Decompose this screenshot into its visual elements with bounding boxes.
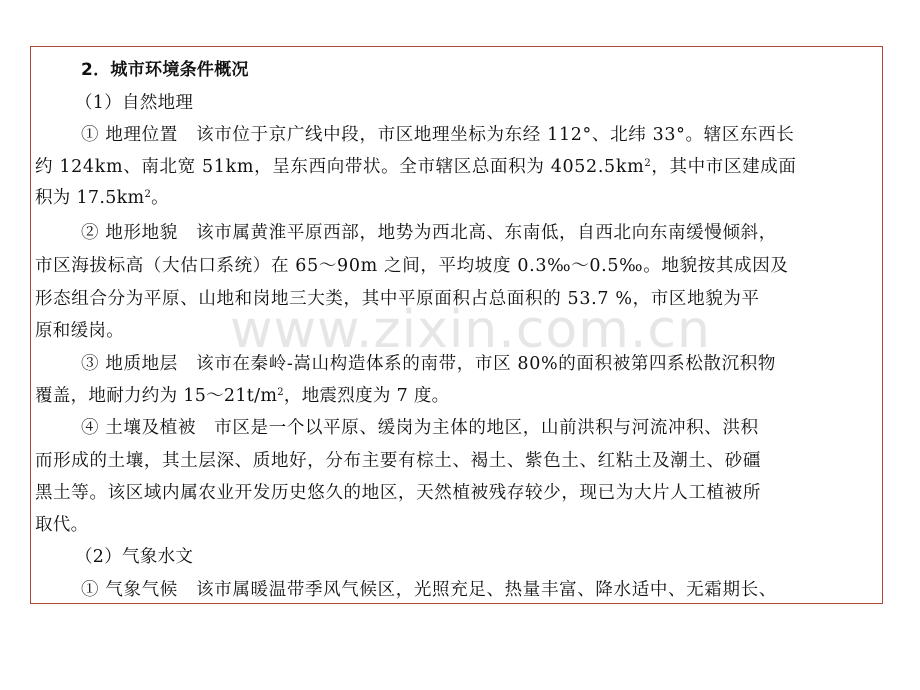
- paragraph-line: 约 124km、南北宽 51km，呈东西向带状。全市辖区总面积为 $4052.5km^2$，其中市区建成面: [35, 157, 797, 177]
- paragraph-line: 积为 $17.5km^2$。: [35, 188, 169, 208]
- subsection-heading-natural-geography: （1）自然地理: [75, 93, 194, 113]
- paragraph-line: 黑土等。该区域内属农业开发历史悠久的地区，天然植被残存较少，现已为大片人工植被所: [35, 483, 761, 503]
- subsection-heading-meteorology-hydrology: （2）气象水文: [75, 547, 194, 567]
- paragraph-line: ① 地理位置 该市位于京广线中段，市区地理坐标为东经 112°、北纬 33°。辖区东西长: [81, 125, 795, 145]
- paragraph-line: 形态组合分为平原、山地和岗地三大类，其中平原面积占总面积的 53.7 %，市区地貌为平: [35, 289, 760, 309]
- paragraph-line: ② 地形地貌 该市属黄淮平原西部，地势为西北高、东南低，自西北向东南缓慢倾斜，: [81, 223, 777, 243]
- paragraph-line: 覆盖，地耐力约为 $15\sim 21t/m^2$，地震烈度为 7 度。: [35, 386, 450, 406]
- paragraph-line: ③ 地质地层 该市在秦岭-嵩山构造体系的南带，市区 80%的面积被第四系松散沉积物: [81, 354, 777, 374]
- section-title: 2．城市环境条件概况: [81, 60, 249, 80]
- paragraph-line: 市区海拔标高（大估口系统）在 65～90m 之间，平均坡度 0.3‰～0.5‰。地貌按其成因及: [35, 256, 789, 276]
- paragraph-line: 而形成的土壤，其土层深、质地好，分布主要有棕土、褐土、紫色土、红粘土及潮土、砂礓: [35, 451, 761, 471]
- paragraph-line: ① 气象气候 该市属暖温带季风气候区，光照充足、热量丰富、降水适中、无霜期长、: [81, 580, 777, 600]
- watermark: www.zixin.com.cn: [230, 300, 711, 360]
- paragraph-line: ④ 土壤及植被 市区是一个以平原、缓岗为主体的地区，山前洪积与河流冲积、洪积: [81, 418, 759, 438]
- paragraph-line: 原和缓岗。: [35, 321, 124, 341]
- document-frame: [30, 46, 883, 604]
- paragraph-line: 取代。: [35, 515, 89, 535]
